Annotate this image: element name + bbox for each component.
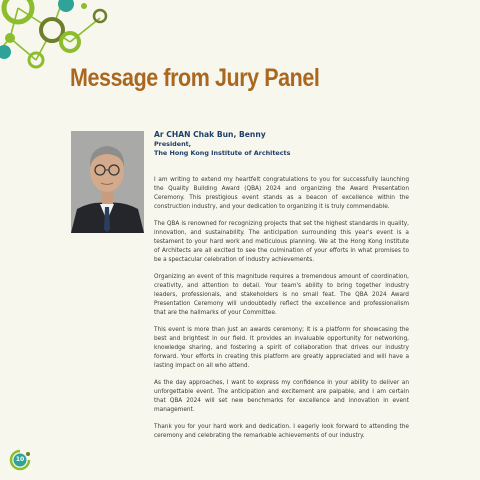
message-paragraph: This event is more than just an awards ceremony; it is a platform for showcasing the best and brightest in our field. It provides an invaluable opportunity for networking, knowledge sharing, and fostering a spirit of collaboration that drives our industry forward. Your efforts in creating this platform are greatly appreciated and will have a lasting impact on all who attend. [154, 327, 409, 369]
speaker-portrait [71, 131, 144, 233]
message-paragraph: I am writing to extend my heartfelt congratulations to you for successfully launching the Quality Building Award (QBA) 2024 and organizing the Award Presentation Ceremony. This prestigious event stands as a beacon of excellence within the construction industry, and your dedication to organizing it is truly commendable. [154, 177, 409, 210]
message-paragraph: Organizing an event of this magnitude requires a tremendous amount of coordination, creativity, and attention to detail. Your team's ability to bring together industry leaders, professionals, and stakeholders is no small feat. The QBA 2024 Award Presentation Ceremony will undoubtedly reflect the excellence and professionalism that are the hallmarks of your Committee. [154, 274, 409, 316]
speaker-name: Ar CHAN Chak Bun, Benny [154, 130, 266, 139]
speaker-block [154, 130, 290, 158]
message-paragraph: As the day approaches, I want to express my confidence in your ability to deliver an unforgettable event. The anticipation and excitement are palpable, and I am certain that QBA 2024 will set new benchmarks for excellence and innovation in event management. [154, 380, 409, 413]
page-title: Message from Jury Panel [70, 64, 320, 92]
message-body [154, 176, 409, 450]
page-number: 10 [15, 456, 25, 463]
message-paragraph: The QBA is renowned for recognizing projects that set the highest standards in quality, innovation, and sustainability. The anticipation surrounding this year's event is a testament to your hard work and meticulous planning. We at the Hong Kong Institute of Architects are all excited to see the culmination of your efforts in what promises to be a spectacular celebration of industry achievements. [154, 221, 409, 263]
speaker-organization: The Hong Kong Institute of Architects [154, 149, 291, 157]
speaker-role: President, [154, 140, 192, 148]
message-paragraph: Thank you for your hard work and dedication. I eagerly look forward to attending the ceremony and celebrating the remarkable achievements of our industry. [154, 424, 409, 440]
